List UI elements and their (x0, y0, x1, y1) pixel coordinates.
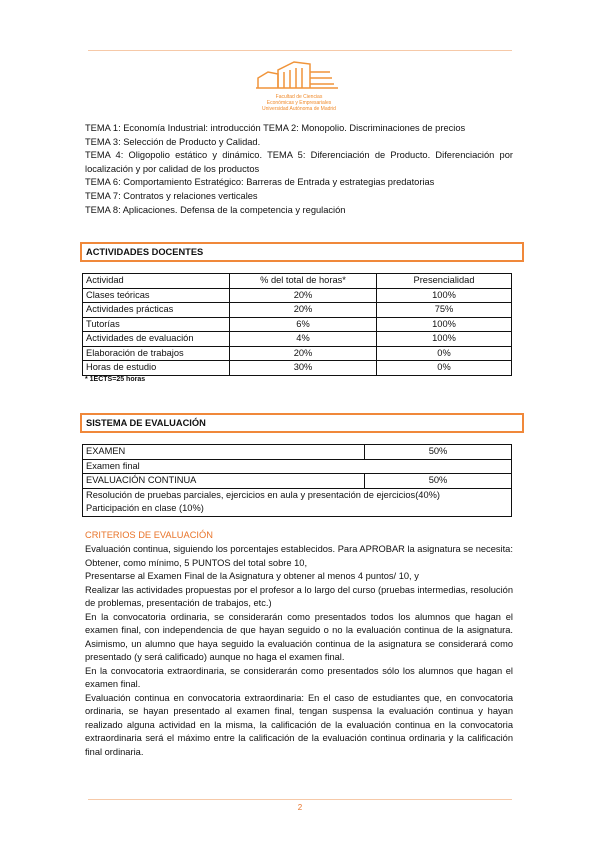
table-header: Presencialidad (377, 274, 512, 289)
faculty-logo (254, 58, 344, 114)
paragraph: Realizar las actividades propuestas por el profesor a lo largo del curso (pruebas intermedias, resolución de problemas, presentación de trabajos, etc.) (85, 584, 513, 608)
criterios-body (85, 543, 513, 759)
table-cell: 20% (230, 288, 377, 303)
paragraph: En la convocatoria extraordinaria, se considerarán como presentados sólo los alumnos que hagan el examen final. (85, 665, 513, 689)
table-cell: EVALUACIÓN CONTINUA (83, 474, 365, 489)
table-row (83, 502, 512, 516)
paragraph: En la convocatoria ordinaria, se considerarán como presentados todos los alumnos que hagan el examen final, con independencia de que hayan seguido o no la evaluación continua de la asignatura. Asimismo, un alumno que haya seguido la evaluación continua de la asignatura se considerará como presentado (y será calificado) aunque no haga el examen final. (85, 611, 513, 662)
table-cell: 75% (377, 303, 512, 318)
evaluacion-table (82, 444, 512, 517)
table-cell: 50% (365, 474, 512, 489)
actividades-table (82, 273, 512, 376)
paragraph: Obtener, como mínimo, 5 PUNTOS del total sobre 10, (85, 557, 308, 568)
criterios-heading: CRITERIOS DE EVALUACIÓN (85, 530, 213, 540)
tema-item: TEMA 8: Aplicaciones. Defensa de la competencia y regulación (85, 204, 346, 215)
table-cell: EXAMEN (83, 445, 365, 460)
table-row (83, 317, 512, 332)
section-heading-evaluacion: SISTEMA DE EVALUACIÓN (80, 413, 524, 433)
table-cell: 20% (230, 346, 377, 361)
table-cell: 50% (365, 445, 512, 460)
logo-text-2: Económicas y Empresariales (266, 100, 332, 106)
page-number: 2 (297, 803, 303, 812)
table-cell: 20% (230, 303, 377, 318)
table-header: Actividad (83, 274, 230, 289)
table-cell: Actividades prácticas (83, 303, 230, 318)
table-row (83, 459, 512, 474)
table-cell: 4% (230, 332, 377, 347)
ects-note: * 1ECTS=25 horas (85, 376, 146, 383)
table-header-row (83, 274, 512, 289)
table-cell: Horas de estudio (83, 361, 230, 376)
table-row (83, 288, 512, 303)
table-cell: Resolución de pruebas parciales, ejercicios en aula y presentación de ejercicios(40%) (83, 488, 512, 502)
logo-text-3: Universidad Autónoma de Madrid (262, 106, 336, 112)
temas-list (85, 122, 513, 217)
logo-text-1: Facultad de Ciencias (275, 94, 323, 100)
header-rule (88, 50, 512, 51)
paragraph: Evaluación continua en convocatoria extraordinaria: En el caso de estudiantes que, en convocatoria ordinaria, se hayan presentado al examen final, tengan suspensa la evaluación continua y hayan realizado alguna actividad en la misma, la calificación de la evaluación continua en la convocatoria extraordinaria será el máximo entre la calificación de la evaluación continua ordinaria y la calificación final ordinaria. (85, 692, 513, 757)
tema-item: TEMA 4: Oligopolio estático y dinámico. TEMA 5: Diferenciación de Producto. Diferenciación por localización y por calidad de los productos (85, 150, 513, 174)
table-row (83, 488, 512, 502)
table-header: % del total de horas* (230, 274, 377, 289)
table-cell: 100% (377, 288, 512, 303)
table-cell: Participación en clase (10%) (83, 502, 512, 516)
table-row (83, 474, 512, 489)
table-cell: Elaboración de trabajos (83, 346, 230, 361)
table-cell: Tutorías (83, 317, 230, 332)
table-row (83, 346, 512, 361)
paragraph: Presentarse al Examen Final de la Asignatura y obtener al menos 4 puntos/ 10, y (85, 571, 419, 581)
table-row (83, 303, 512, 318)
tema-item: TEMA 7: Contratos y relaciones verticales (85, 190, 258, 201)
footer-rule (88, 799, 512, 800)
table-cell: 6% (230, 317, 377, 332)
table-cell: Clases teóricas (83, 288, 230, 303)
table-cell: 100% (377, 317, 512, 332)
section-heading-actividades: ACTIVIDADES DOCENTES (80, 242, 524, 262)
tema-item: TEMA 3: Selección de Producto y Calidad. (85, 136, 261, 147)
table-cell: 100% (377, 332, 512, 347)
table-row (83, 332, 512, 347)
paragraph: Evaluación continua, siguiendo los porcentajes establecidos. Para APROBAR la asignatura se necesita: (85, 544, 513, 554)
table-row (83, 445, 512, 460)
table-cell: 30% (230, 361, 377, 376)
table-cell: 0% (377, 361, 512, 376)
tema-item: TEMA 6: Comportamiento Estratégico: Barreras de Entrada y estrategias predatorias (85, 177, 435, 188)
tema-item: TEMA 1: Economía Industrial: introducción TEMA 2: Monopolio. Discriminaciones de precios (85, 123, 466, 133)
table-cell: Examen final (83, 459, 512, 474)
building-logo-icon (254, 58, 344, 94)
table-cell: 0% (377, 346, 512, 361)
table-row (83, 361, 512, 376)
table-cell: Actividades de evaluación (83, 332, 230, 347)
